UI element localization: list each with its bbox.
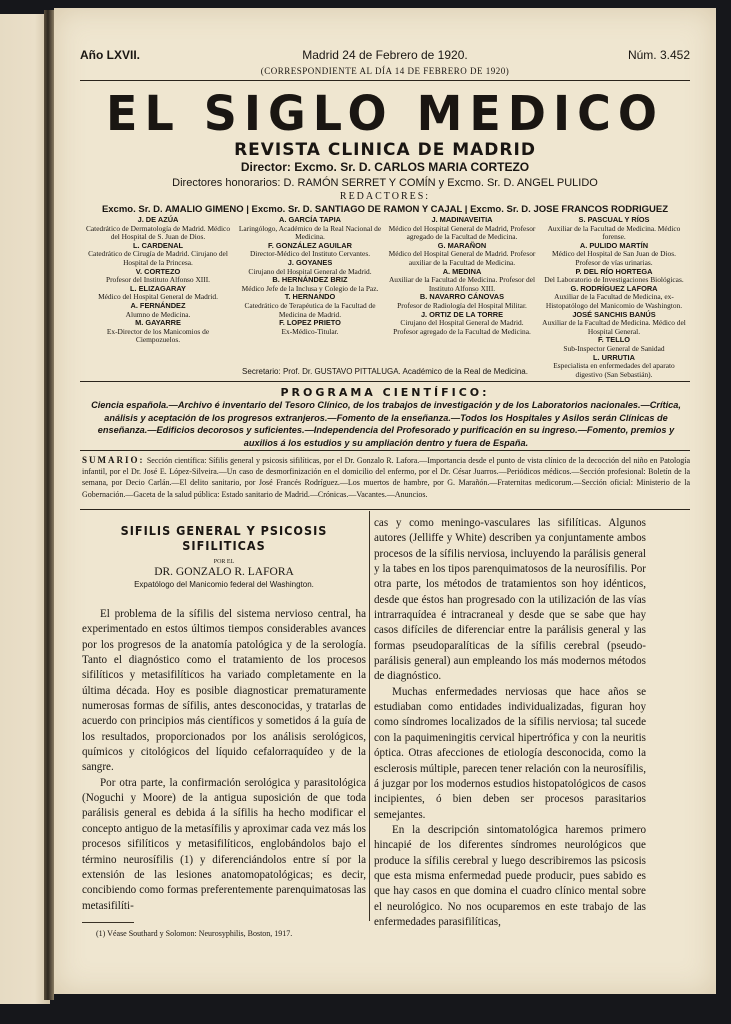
staff-description: Médico Jefe de la Inclusa y Colegio de la Paz. [241, 283, 379, 293]
issue-header [80, 48, 690, 66]
staff-name: G. RODRÍGUEZ LAFORA [570, 283, 658, 293]
staff-name: L. ELIZAGARAY [130, 283, 186, 293]
staff-name: A. PULIDO MARTÍN [579, 240, 649, 250]
staff-description: Profesor del Instituto Alfonso XIII. [105, 275, 211, 285]
footnote: (1) Véase Southard y Solomon: Neurosyphilis, Boston, 1917. [96, 928, 293, 938]
staff-description: Ex-Director de los Manicomios de Ciempozuelos. [106, 326, 210, 345]
staff-name: A. FERNÁNDEZ [130, 300, 186, 310]
column-divider [369, 511, 370, 921]
article-right-column [374, 516, 646, 930]
issue-number: Núm. 3.452 [627, 48, 690, 62]
article-por: POR EL [213, 559, 235, 565]
programa-title: PROGRAMA CIENTÍFICO: [280, 386, 490, 399]
staff-description: Catedrático de Dermatología de Madrid. Médico del Hospital de S. Juan de Dios. [85, 223, 231, 242]
staff-description: Auxiliar de la Facultad de Medicina. Médico forense. [547, 223, 681, 242]
staff-name: J. GOYANES [287, 257, 333, 267]
staff-description: Médico del Hospital de San Juan de Dios. Profesor de vías urinarias. [552, 249, 676, 267]
previous-page-edge [0, 14, 50, 1004]
masthead-subtitle: REVISTA CLINICA DE MADRID [234, 140, 536, 160]
staff-name: J. MADINAVEITIA [431, 215, 493, 224]
correspondence-line: (CORRESPONDIENTE AL DÍA 14 DE FEBRERO DE 1920) [260, 66, 510, 76]
staff-name: A. MEDINA [442, 266, 482, 276]
sumario-block [82, 455, 690, 500]
issue-date: Madrid 24 de Febrero de 1920. [302, 48, 468, 62]
sumario-bottom-rule [80, 509, 690, 510]
staff-name: T. HERNANDO [284, 292, 336, 302]
issue-year: Año LXVII. [80, 48, 140, 62]
staff-description: Auxiliar de la Facultad de Medicina. Médico del Hospital General. [542, 318, 686, 336]
staff-description: Auxiliar de la Facultad de Medicina. Profesor del Instituto Alfonso XIII. [388, 275, 536, 293]
article-author: DR. GONZALO R. LAFORA [154, 566, 294, 578]
staff-description: Profesor de Radiología del Hospital Militar. [397, 300, 527, 310]
paragraph: En la descripción sintomatológica haremos primero hincapié de los diferentes síndromes neurológicos que produce la sífilis cerebral y luego describiremos las psicosis que esta misma enfermedad puede producir, pues sabido es que hay casos en que domina el cuadro clínico mental sobre el neurológico. No nos ocuparemos en este trabajo de las enfermedades parasifilíticas, [374, 823, 646, 928]
paragraph: El problema de la sífilis del sistema nervioso central, ha experimentado en estos últimos tiempos considerables avances por los progresos de la anatomía patológica y de la serología. Tanto el diagnóstico como el tratamiento de los procesos sifilíticos y metasifilíticos ha variado completamente en la última década. Hoy es posible diagnosticar prematuramente numerosas formas de sífilis, antes desconocidas, y tratarlas de acuerdo con principios más científicos y sometidos á la guía de los resultados, proporcionados por los análisis serológicos, químicos y citológicos del líquido cefalorraquídeo y de la sangre. [82, 608, 366, 774]
staff-description: Catedrático de Terapéutica de la Facultad de Medicina de Madrid. [244, 300, 376, 319]
staff-name: B. HERNÁNDEZ BRIZ [272, 275, 348, 285]
staff-name: S. PASCUAL Y RÍOS [578, 215, 650, 224]
article-title: SIFILIS GENERAL Y PSICOSIS SIFILITICAS [120, 523, 328, 553]
masthead-title: EL SIGLO MEDICO [106, 84, 664, 142]
staff-name: L. URRUTIA [593, 352, 635, 362]
staff-description: Médico del Hospital General de Madrid. [98, 292, 218, 302]
redactores-heading: REDACTORES: [339, 191, 431, 202]
paragraph: Muchas enfermedades nerviosas que hace años se estudiaban como entidades individualizadas, figuran hoy como síndromes localizados de la sífilis nerviosa; tal sucede con la paquimeningitis cervical hipertrófica y con la neuritis óptica. Otras afecciones de etiología desconocida, como la esclerosis múltiple, parecen tener relación con la neurosífilis, á juzgar por los modernos estudios histopatológicos de casos incipientes, ó bien deben ser procesos parasitarios semejantes. [374, 685, 646, 821]
staff-name: F. GONZÁLEZ AGUILAR [268, 240, 352, 250]
article-affiliation: Expatólogo del Manicomio federal del Washington. [134, 580, 314, 589]
staff-description: Auxiliar de la Facultad de Medicina, ex-Histopatólogo del Manicomio de Washington. [545, 292, 683, 310]
staff-description: Ex-Médico-Titular. [281, 326, 339, 336]
staff-description: Director-Médico del Instituto Cervantes. [249, 249, 371, 259]
staff-name: J. DE AZÚA [137, 215, 179, 224]
staff-name: F. LOPEZ PRIETO [279, 318, 341, 328]
secretary-line: Secretario: Prof. Dr. GUSTAVO PITTALUGA. Académico de la Real de Medicina. [242, 367, 528, 376]
staff-name: F. TELLO [597, 335, 631, 345]
sumario-label: SUMARIO: [82, 455, 145, 465]
director-line: Director: Excmo. Sr. D. CARLOS MARIA CORTEZO [240, 160, 530, 174]
staff-description: Cirujano del Hospital General de Madrid. [248, 266, 372, 276]
staff-description: Del Laboratorio de Investigaciones Biológicas. [544, 275, 684, 285]
paragraph: Por otra parte, la confirmación serológica y parasitológica (Noguchi y Moore) de la antigua suposición de que toda parálisis general es debida á la sífilis ha hecho modificar el concepto antiguo de la metasífilis y aproximar cada vez más los procesos sifilíticos y metasifilíticos, englobándolos bajo el término neurosífilis (1) y diferenciándolos entre sí por la extensión de las lesiones anatomopatológicas; es decir, concibiendo como formas preferentemente parenquimatosas las metasifilíti- [82, 776, 366, 912]
staff-description: Especialista en enfermedades del aparato digestivo (San Sebastián). [553, 361, 675, 379]
staff-name: P. DEL RÍO HORTEGA [575, 266, 653, 276]
article-body-right [374, 516, 646, 930]
staff-description: Laringólogo, Académico de la Real Nacional de Medicina. [238, 223, 382, 242]
staff-column-3 [386, 216, 538, 366]
honorary-directors: Directores honorarios: D. RAMÓN SERRET Y COMÍN y Excmo. Sr. D. ANGEL PULIDO [172, 177, 598, 189]
header-rule [80, 80, 690, 81]
staff-name: G. MARAÑON [437, 240, 487, 250]
staff-name: M. GAYARRE [135, 318, 181, 328]
sumario-text: Sección científica: Sífilis general y psicosis sifilíticas, por el Dr. Gonzalo R. Lafora.—Importancia desde el punto de vista clínico de la decocción del niño en Patología infantil, por el Dr. José E. López-Silveira.—Un caso de desmorfinización en el domicilio del enfermo, por el Dr. César Juarros.—Periódicos médicos.—Sección profesional: Boletín de la semana, por Decio Carlán.—El delito sanitario, por José Francés Rodríguez.—Los muertos de hambre, por G. Marañón.—Fraternitas medicorum.—Sección oficial: Ministerio de la Gobernación.—Gaceta de la salud pública: Estado sanitario de Madrid.—Crónicas.—Vacantes.—Anuncios. [82, 456, 691, 499]
staff-name: J. ORTIZ DE LA TORRE [420, 309, 504, 319]
programa-bottom-rule [80, 450, 690, 451]
staff-column-4 [538, 215, 690, 379]
staff-description: Catedrático de Cirugía de Madrid. Cirujano del Hospital de la Princesa. [88, 249, 228, 267]
staff-description: Sub-Inspector General de Sanidad [563, 343, 665, 353]
newspaper-page [54, 8, 716, 994]
staff-description: Médico del Hospital General de Madrid, Profesor agregado de la Facultad de Medicina. [388, 223, 536, 242]
footnote-rule [82, 922, 134, 923]
programa-text: Ciencia española.—Archivo é inventario del Tesoro Clínico, de los trabajos de investigación y de los Laboratorios nacionales.—Crítica, análisis y aceptación de los progresos extranjeros.—Fomento de la enseñanza.—Todos los Hospitales y Asilos serán Clínicas de enseñanza.—Edificios decorosos y suficientes.—Independencia del Profesorado y purificación en su ingreso.—Fomento, premios y auxilios á los estudios y su ampliación dentro y fuera de España. [91, 400, 681, 448]
staff-description: Cirujano del Hospital General de Madrid. Profesor agregado de la Facultad de Medicina. [393, 318, 531, 336]
staff-name: B. NAVARRO CÁNOVAS [419, 292, 505, 302]
staff-description: Alumno de Medicina. [125, 309, 191, 319]
staff-column-1 [82, 216, 234, 366]
paragraph: cas y como meningo-vasculares las sifilíticas. Algunos autores (Jelliffe y White) describen ya conjuntamente ambos procesos de la sífilis nerviosa, incluyendo la parálisis general y la tabes en los tipos parenquimatosos de la neurosífilis. Por otra parte, los métodos de tratamientos son hoy idénticos, desde que éstos han progresado con la utilización de las vías intrarraquídea é intracraneal y desde que se sabe que hay casos difíciles de diferenciar entre la parálisis general y las formas pseudoparalíticas de la sífilis cerebral (pseudo-parálisis general) aun empleando los más modernos métodos de diagnóstico. [374, 517, 646, 683]
article-left-column [82, 511, 366, 938]
programa-top-rule [80, 381, 690, 382]
book-gutter [44, 10, 54, 1000]
staff-name: V. CORTEZO [135, 266, 181, 276]
staff-description: Médico del Hospital General de Madrid. Profesor auxiliar de la Facultad de Medicina. [388, 249, 536, 267]
staff-name: A. GARCÍA TAPIA [279, 215, 341, 224]
staff-column-2 [234, 216, 386, 366]
staff-name: L. CARDENAL [132, 240, 184, 250]
article-body-left [82, 607, 366, 914]
staff-name: JOSÉ SANCHIS BANÚS [572, 309, 656, 319]
excmo-editors: Excmo. Sr. D. AMALIO GIMENO | Excmo. Sr. D. SANTIAGO DE RAMON Y CAJAL | Excmo. Sr. D. JOSE FRANCOS RODRIGUEZ [101, 204, 669, 215]
